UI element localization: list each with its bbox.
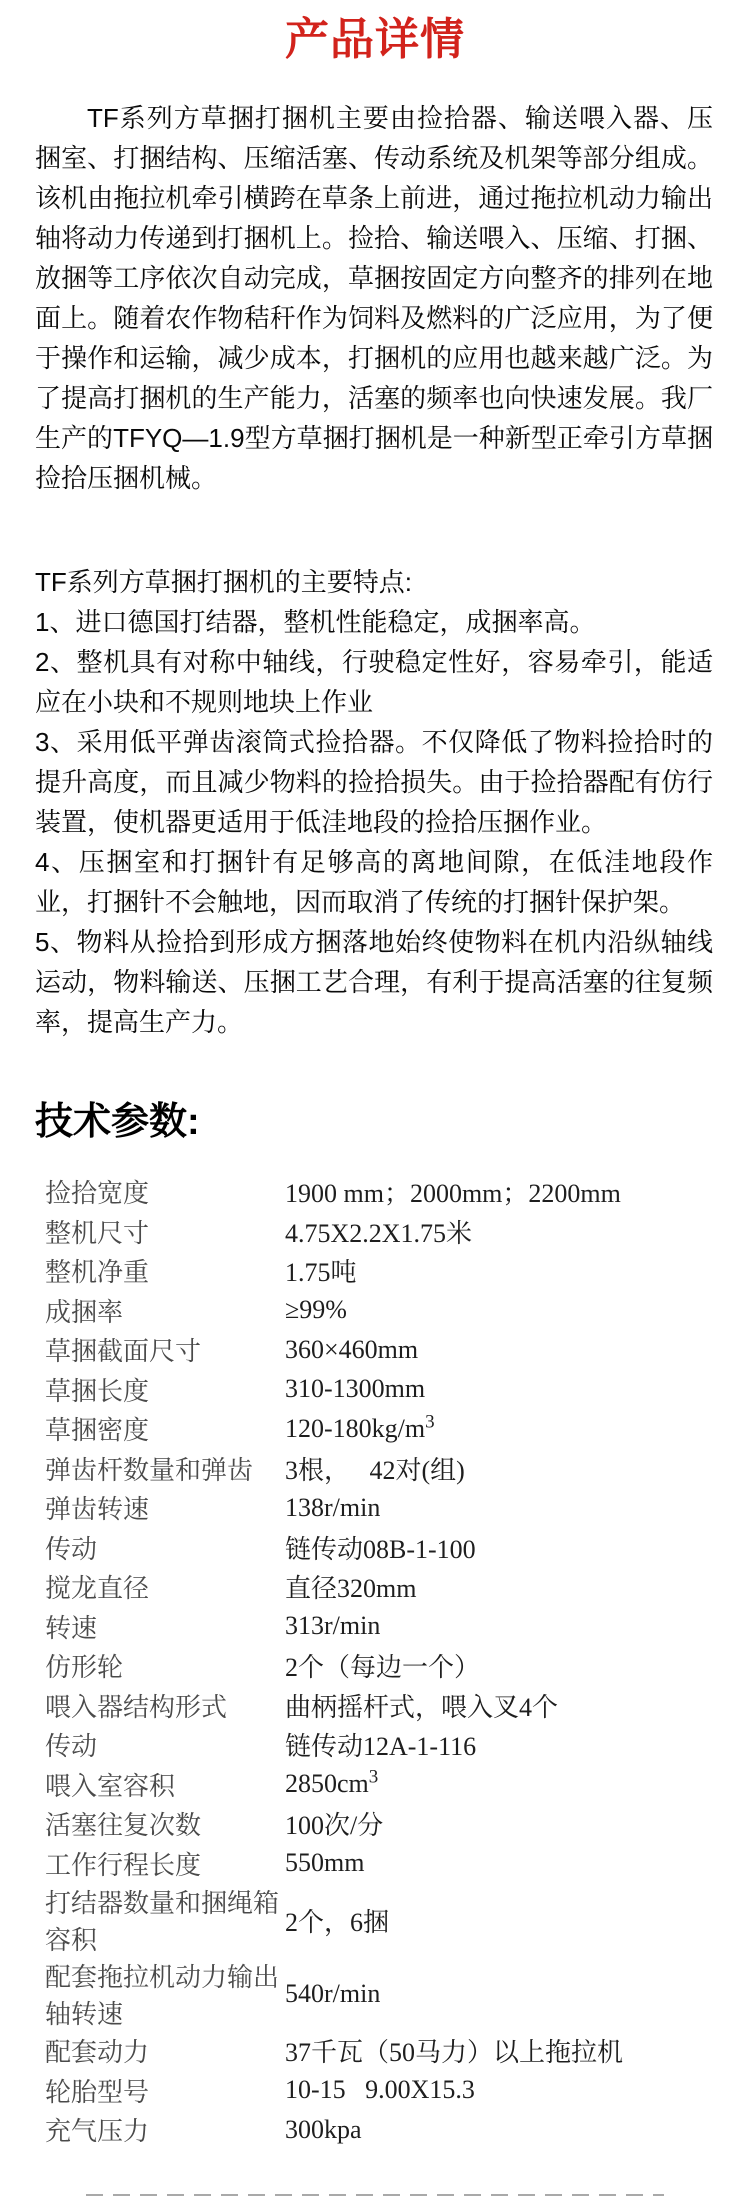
spec-row [45, 1844, 623, 1884]
specs-table [45, 1172, 623, 2150]
spec-label: 捡拾宽度 [45, 1179, 150, 1209]
page-title: 产品详情 [285, 15, 465, 64]
spec-value: 4.75X2.2X1.75米 [285, 1218, 473, 1248]
spec-label: 成捆率 [45, 1297, 124, 1327]
spec-row [45, 1172, 623, 1212]
spec-label: 转速 [45, 1613, 98, 1643]
spec-label: 配套拖拉机动力输出轴转速 [45, 1963, 280, 2029]
spec-row [45, 1804, 623, 1844]
spec-label: 弹齿杆数量和弹齿 [45, 1455, 254, 1485]
spec-label: 草捆截面尺寸 [45, 1337, 202, 1367]
spec-label: 仿形轮 [45, 1653, 124, 1683]
spec-value: ≥99% [285, 1295, 347, 1325]
spec-value: 300kpa [285, 2114, 362, 2144]
spec-row [45, 1528, 623, 1568]
feature-item: 5、物料从捡拾到形成方捆落地始终使物料在机内沿纵轴线运动，物料输送、压捆工艺合理，有利于提高活塞的往复频率，提高生产力。 [35, 927, 713, 1037]
spec-label: 整机净重 [45, 1258, 150, 1288]
spec-label: 传动 [45, 1732, 98, 1762]
spec-value-superscript: 3 [425, 1411, 435, 1433]
spec-label: 充气压力 [45, 2117, 150, 2147]
spec-label: 草捆长度 [45, 1376, 150, 1406]
feature-item: 3、采用低平弹齿滚筒式捡拾器。不仅降低了物料捡拾时的提升高度，而且减少物料的捡拾损失。由于捡拾器配有仿行装置，使机器更适用于低洼地段的捡拾压捆作业。 [35, 727, 713, 837]
spec-label: 整机尺寸 [45, 1218, 150, 1248]
dashed-divider [86, 2194, 664, 2196]
spec-label: 传动 [45, 1534, 98, 1564]
spec-value-superscript: 3 [368, 1766, 379, 1788]
features-heading: TF系列方草捆打捆机的主要特点: [35, 567, 412, 597]
spec-value: 37千瓦（50马力）以上拖拉机 [285, 2038, 624, 2068]
feature-item: 4、压捆室和打捆针有足够高的离地间隙，在低洼地段作业，打捆针不会触地，因而取消了传统的打捆针保护架。 [35, 847, 713, 917]
spec-value: 313r/min [285, 1611, 381, 1641]
spec-value: 链传动08B-1-100 [285, 1534, 476, 1564]
spec-row [45, 1646, 623, 1686]
spec-value: $2850cm^3$ [285, 1766, 379, 1799]
spec-value: $120-180kg/m^3$ [285, 1411, 435, 1443]
spec-label: 喂入器结构形式 [45, 1692, 228, 1722]
spec-value: 直径320mm [285, 1574, 417, 1604]
spec-value: 2个，6捆 [285, 1907, 390, 1937]
spec-row [45, 1449, 623, 1489]
spec-row [45, 1488, 623, 1528]
feature-item: 2、整机具有对称中轴线，行驶稳定性好，容易牵引，能适应在小块和不规则地块上作业 [35, 647, 713, 717]
spec-label: 草捆密度 [45, 1416, 150, 1446]
spec-value: 550mm [285, 1848, 365, 1878]
spec-row [45, 1567, 623, 1607]
spec-row [45, 1330, 623, 1370]
spec-row [45, 2071, 623, 2111]
spec-row [45, 1291, 623, 1331]
features-list [35, 602, 713, 1042]
spec-value: 1900 mm；2000mm；2200mm [285, 1179, 621, 1209]
spec-value: 3根， 42对(组) [285, 1455, 465, 1485]
spec-value: 1.75吨 [285, 1258, 357, 1288]
spec-row [45, 1686, 623, 1726]
spec-label: 配套动力 [45, 2038, 150, 2068]
spec-value: 360×460mm [285, 1334, 419, 1364]
spec-value: 138r/min [285, 1492, 381, 1522]
spec-label: 打结器数量和捆绳箱容积 [45, 1889, 280, 1955]
intro-paragraph: TF系列方草捆打捆机主要由捡拾器、输送喂入器、压捆室、打捆结构、压缩活塞、传动系统及机架等部分组成。该机由拖拉机牵引横跨在草条上前进，通过拖拉机动力输出轴将动力传递到打捆机上。捡拾、输送喂入、压缩、打捆、放捆等工序依次自动完成，草捆按固定方向整齐的排列在地面上。随着农作物秸秆作为饲料及燃料的广泛应用，为了便于操作和运输，减少成本，打捆机的应用也越来越广泛。为了提高打捆机的生产能力，活塞的频率也向快速发展。我厂生产的TFYQ—1.9型方草捆打捆机是一种新型正牵引方草捆捡拾压捆机械。 [35, 103, 713, 493]
spec-row [45, 1212, 623, 1252]
spec-value: 曲柄摇杆式，喂入叉4个 [285, 1692, 559, 1722]
spec-row [45, 1725, 623, 1765]
spec-row [45, 1409, 623, 1449]
spec-value: 540r/min [285, 1979, 381, 2008]
features-section [35, 562, 713, 1042]
spec-value: 链传动12A-1-116 [285, 1732, 477, 1762]
spec-row [45, 2110, 623, 2150]
spec-label: 喂入室容积 [45, 1771, 176, 1801]
spec-label: 工作行程长度 [45, 1850, 202, 1880]
feature-item: 1、进口德国打结器，整机性能稳定，成捆率高。 [35, 607, 596, 637]
spec-label: 弹齿转速 [45, 1495, 150, 1525]
spec-row [45, 1370, 623, 1410]
spec-row [45, 1883, 623, 1957]
spec-row [45, 2031, 623, 2071]
specs-heading: 技术参数: [35, 1101, 200, 1143]
spec-label: 轮胎型号 [45, 2077, 150, 2107]
spec-row [45, 1607, 623, 1647]
spec-row [45, 1957, 623, 2031]
spec-row [45, 1765, 623, 1805]
spec-value: 100次/分 [285, 1811, 384, 1841]
spec-label: 活塞往复次数 [45, 1811, 202, 1841]
spec-value: 310-1300mm [285, 1374, 426, 1404]
spec-value: 2个（每边一个） [285, 1653, 481, 1683]
spec-label: 搅龙直径 [45, 1574, 150, 1604]
spec-value: 10-15 9.00X15.3 [285, 2075, 475, 2105]
spec-row [45, 1251, 623, 1291]
